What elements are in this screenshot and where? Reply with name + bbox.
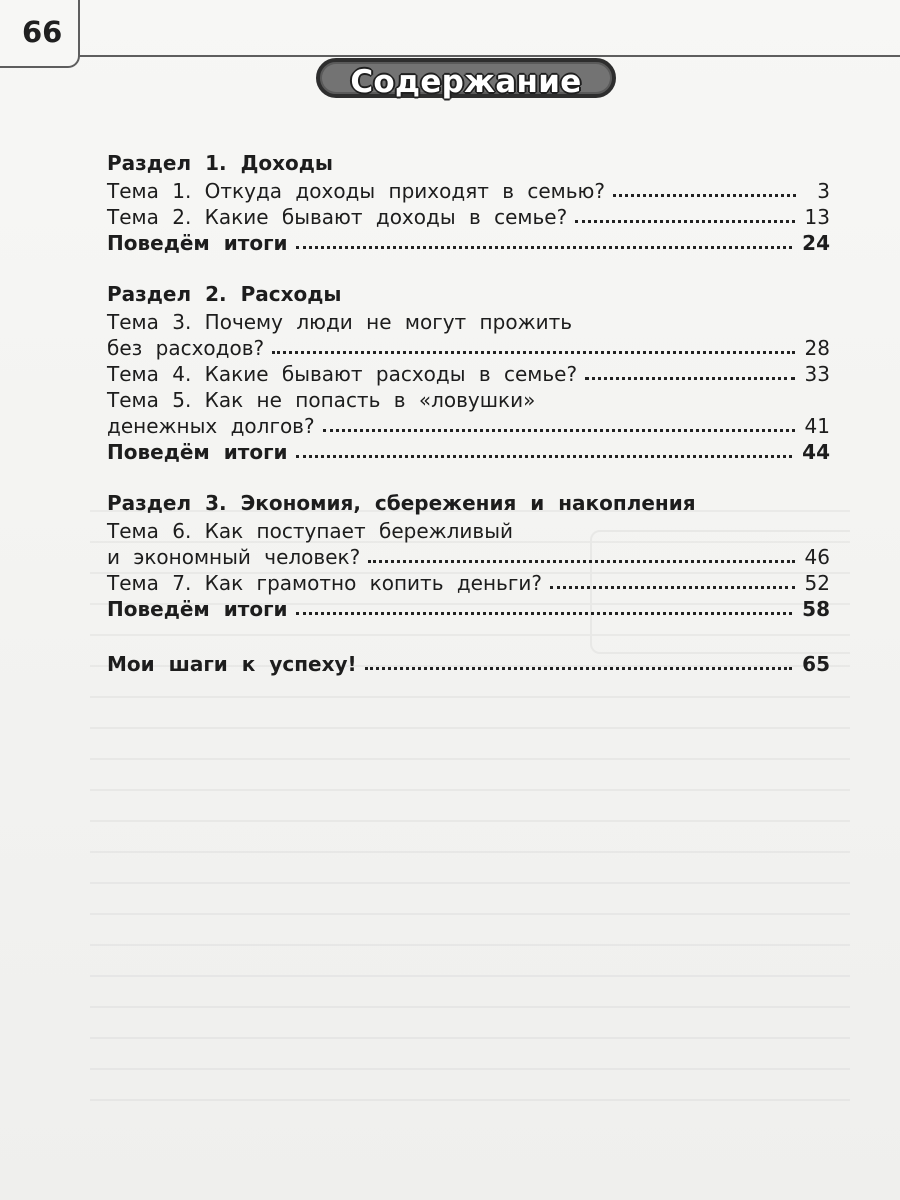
toc-entry-wrapped-line-2: [107, 335, 830, 361]
toc-entry: [107, 178, 830, 204]
entry-text: Тема 2. Какие бывают доходы в семье?: [107, 205, 568, 229]
entry-page: 52: [804, 571, 830, 595]
entry-text-line-2: без расходов?: [107, 336, 265, 360]
show-through-line: [90, 789, 850, 791]
toc-entry-wrapped-line-2: [107, 544, 830, 570]
toc-summary-entry: [107, 230, 830, 256]
entry-page: 13: [804, 205, 830, 229]
show-through-line: [90, 882, 850, 884]
section-title: Раздел 1. Доходы: [107, 151, 334, 175]
toc-final-section: [107, 651, 830, 677]
entry-text-line-2: денежных долгов?: [107, 414, 315, 438]
show-through-line: [90, 944, 850, 946]
show-through-line: [90, 851, 850, 853]
section-gap: [107, 267, 830, 281]
show-through-line: [90, 975, 850, 977]
entry-page: 46: [804, 545, 830, 569]
page-number-tab: [0, 0, 80, 68]
entry-page: 41: [804, 414, 830, 438]
show-through-line: [90, 696, 850, 698]
toc-section-2: [107, 281, 830, 465]
entry-page: 65: [802, 652, 830, 676]
dot-leader: [296, 246, 793, 249]
dot-leader: [613, 194, 796, 197]
entry-page: 33: [804, 362, 830, 386]
entry-text: Поведём итоги: [107, 231, 288, 255]
entry-text-line-1: Тема 3. Почему люди не могут прожить: [107, 310, 573, 334]
dot-leader: [365, 667, 793, 670]
dot-leader: [272, 351, 794, 354]
show-through-line: [90, 913, 850, 915]
toc-summary-entry: [107, 596, 830, 622]
show-through-line: [90, 1099, 850, 1101]
dot-leader: [296, 612, 793, 615]
entry-page: 58: [802, 597, 830, 621]
dot-leader: [323, 429, 795, 432]
entry-text: Тема 4. Какие бывают расходы в семье?: [107, 362, 578, 386]
show-through-line: [90, 820, 850, 822]
section-title: Раздел 3. Экономия, сбережения и накопления: [107, 491, 696, 515]
page-number: 66: [22, 15, 63, 49]
toc-entry: [107, 361, 830, 387]
toc-summary-entry: [107, 439, 830, 465]
entry-text-line-2: и экономный человек?: [107, 545, 361, 569]
entry-page: 28: [804, 336, 830, 360]
toc-entry: [107, 204, 830, 230]
entry-text: Мои шаги к успеху!: [107, 652, 357, 676]
entry-text-line-1: Тема 5. Как не попасть в «ловушки»: [107, 388, 536, 412]
show-through-line: [90, 758, 850, 760]
entry-page: 44: [802, 440, 830, 464]
show-through-line: [90, 1037, 850, 1039]
dot-leader: [575, 220, 794, 223]
dot-leader: [550, 586, 795, 589]
toc-entry: [107, 570, 830, 596]
header-rule: [78, 55, 900, 57]
entry-text: Тема 1. Откуда доходы приходят в семью?: [107, 179, 606, 203]
toc-final-entry: [107, 651, 830, 677]
dot-leader: [296, 455, 793, 458]
dot-leader: [368, 560, 794, 563]
toc-section-3: [107, 490, 830, 622]
show-through-line: [90, 1006, 850, 1008]
entry-text: Тема 7. Как грамотно копить деньги?: [107, 571, 542, 595]
entry-page: 24: [802, 231, 830, 255]
entry-page: 3: [817, 179, 830, 203]
entry-text-line-1: Тема 6. Как поступает бережливый: [107, 519, 514, 543]
toc-entry-wrapped-line-1: [107, 309, 830, 335]
section-gap: [107, 476, 830, 490]
show-through-line: [90, 727, 850, 729]
entry-text: Поведём итоги: [107, 597, 288, 621]
table-of-contents: [107, 150, 830, 688]
section-title: Раздел 2. Расходы: [107, 282, 342, 306]
entry-text: Поведём итоги: [107, 440, 288, 464]
toc-section-1: [107, 150, 830, 256]
toc-entry-wrapped-line-1: [107, 387, 830, 413]
contents-title: Содержание: [350, 64, 582, 100]
toc-entry-wrapped-line-1: [107, 518, 830, 544]
toc-entry-wrapped-line-2: [107, 413, 830, 439]
dot-leader: [585, 377, 794, 380]
section-gap: [107, 633, 830, 647]
show-through-line: [90, 1068, 850, 1070]
contents-title-badge: [316, 58, 616, 98]
